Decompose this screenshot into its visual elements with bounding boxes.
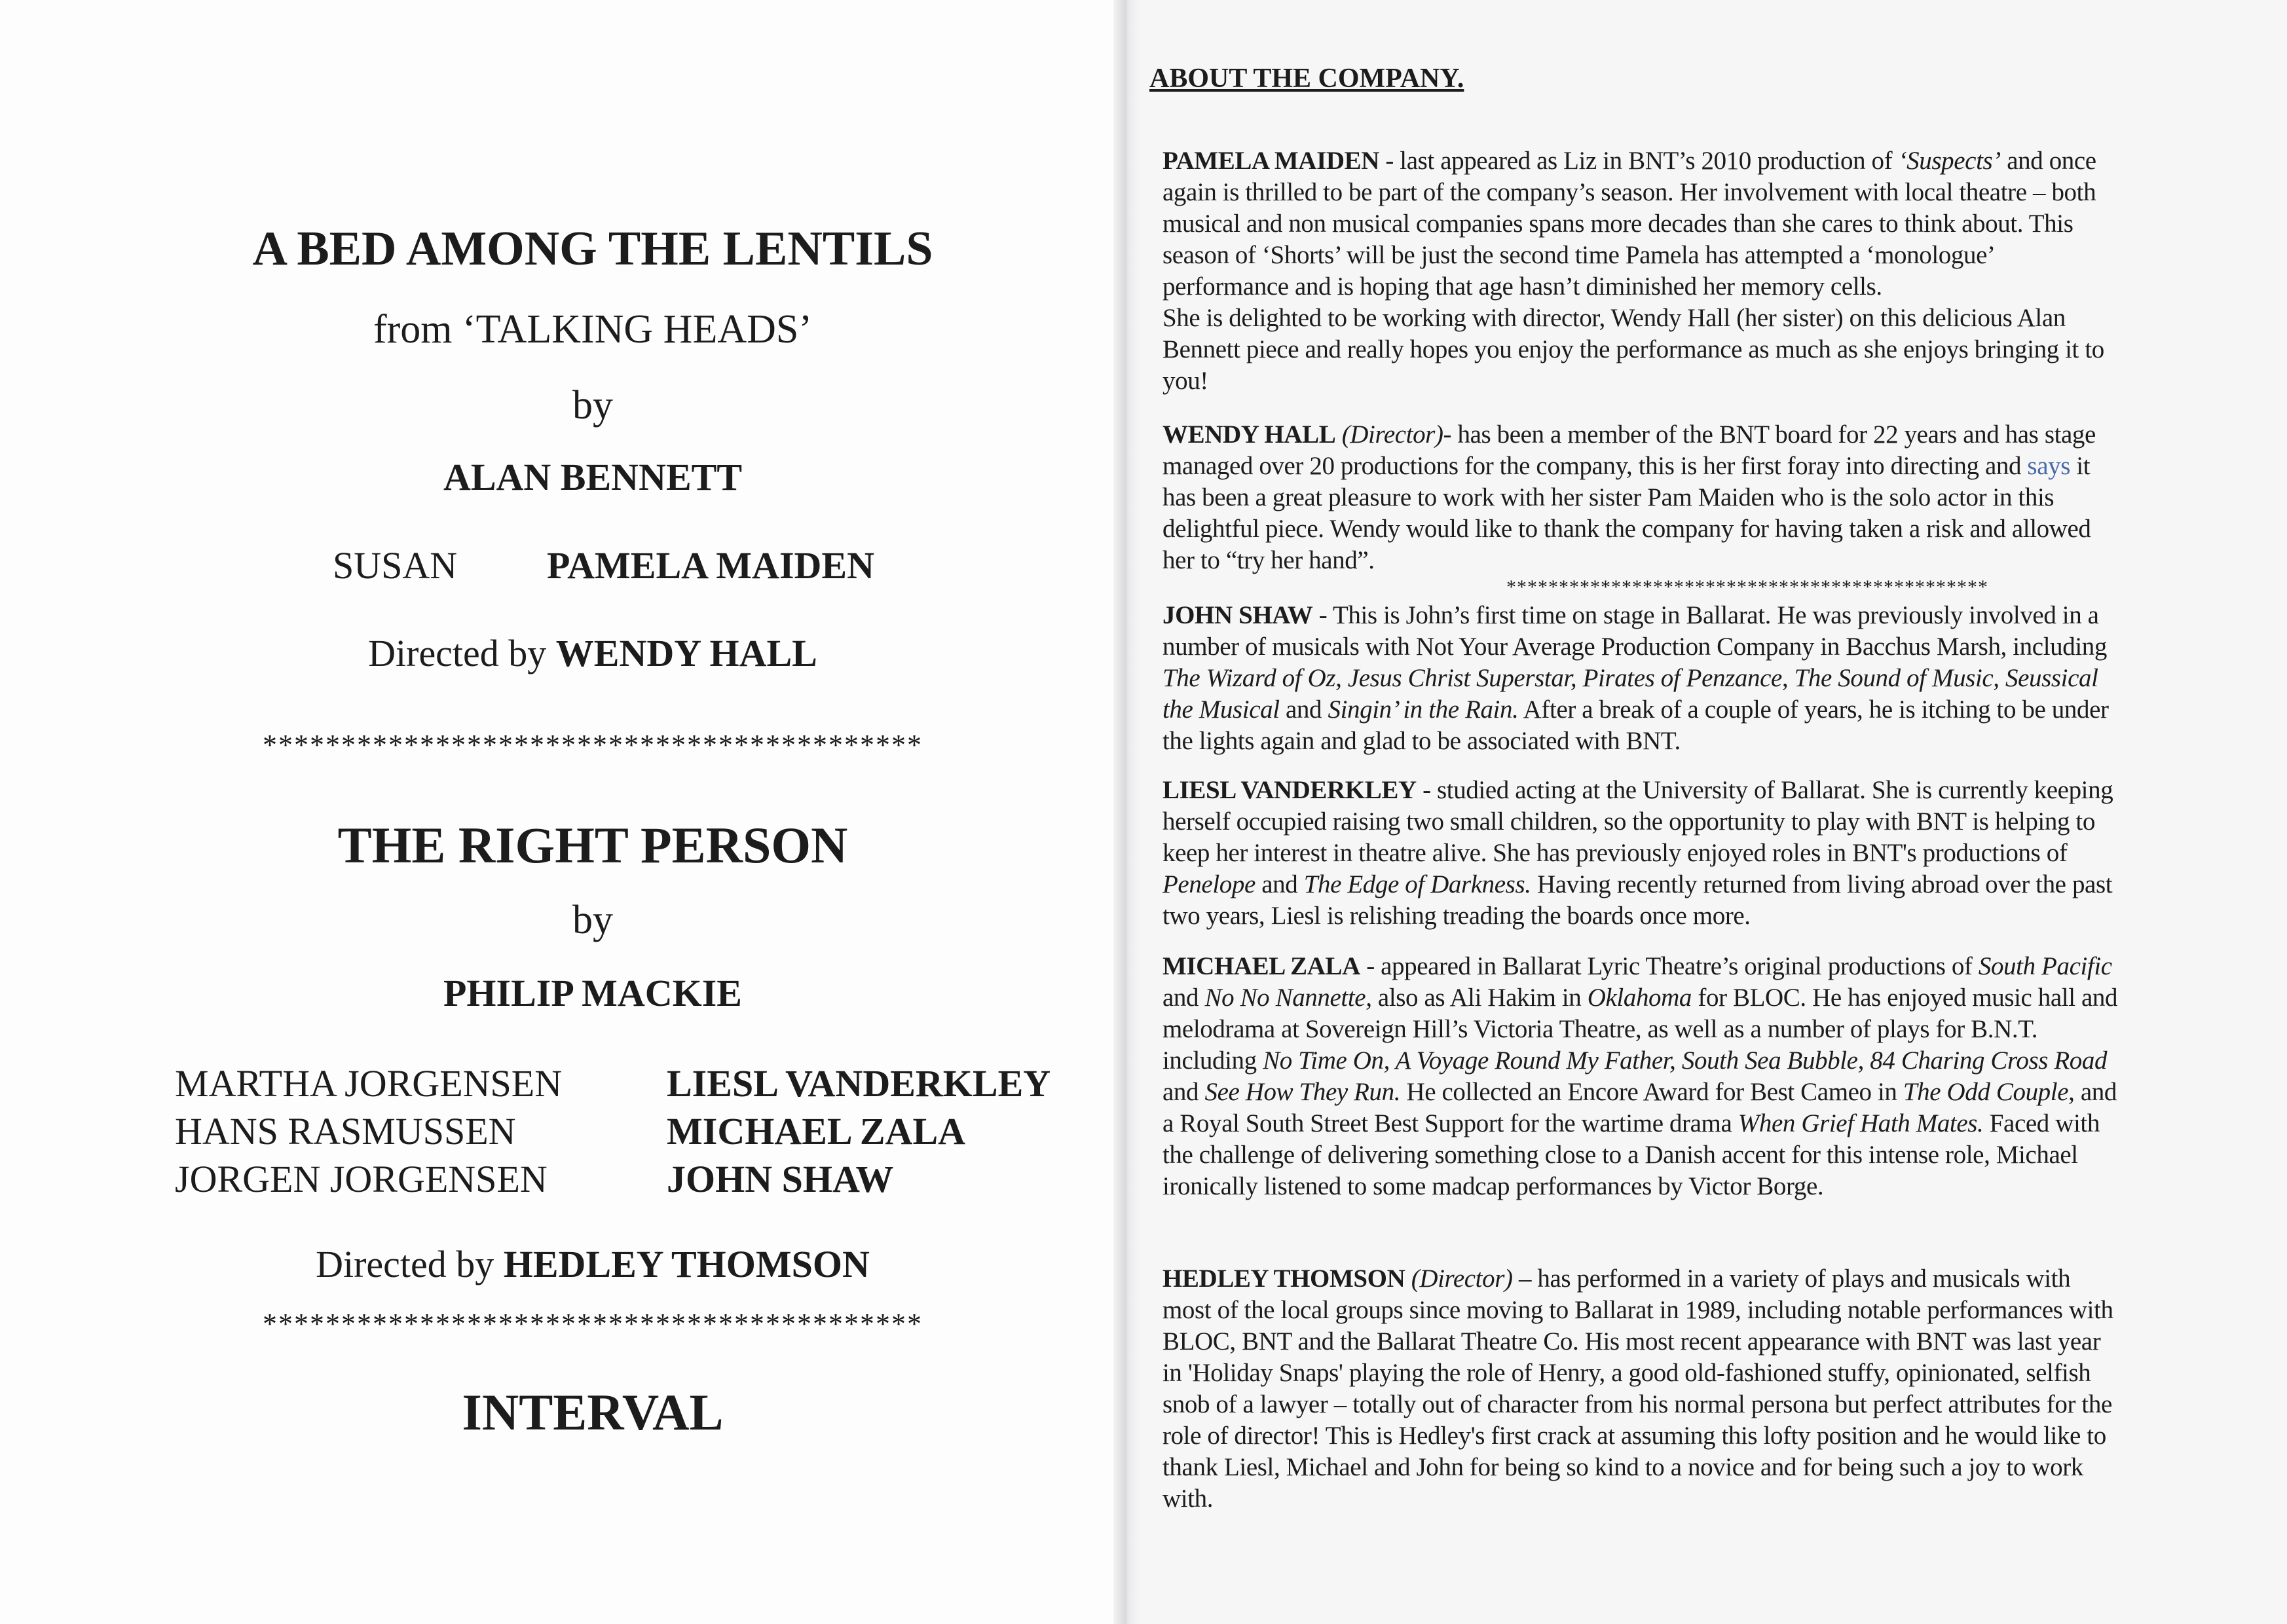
bio-line bbox=[1162, 513, 2223, 545]
star-separator: ********************************************** bbox=[1506, 576, 1988, 598]
italic-text: No Time On, A Voyage Round My Father, South Sea Bubble, 84 Charing Cross Road bbox=[1263, 1046, 2108, 1075]
text-span: BLOC, BNT and the Ballarat Theatre Co. His most recent appearance with BNT was last year bbox=[1162, 1327, 2101, 1356]
text-span: a Royal South Street Best Support for the wartime drama bbox=[1162, 1109, 1738, 1137]
star-separator: ****************************************** bbox=[263, 1308, 923, 1340]
bio-line bbox=[1162, 806, 2223, 838]
text-span: She is delighted to be working with director, Wendy Hall (her sister) on this delicious Alan bbox=[1162, 304, 2066, 332]
text-span: performance and is hoping that age hasn’t diminished her memory cells. bbox=[1162, 272, 1882, 301]
bio-line bbox=[1162, 1326, 2223, 1357]
text-span: has been a great pleasure to work with her sister Pam Maiden who is the solo actor in this bbox=[1162, 483, 2055, 511]
bio-line bbox=[1162, 545, 2223, 576]
play1-director: WENDY HALL bbox=[555, 632, 817, 674]
about-heading: ABOUT THE COMPANY. bbox=[1149, 64, 1464, 94]
text-span: and bbox=[1162, 984, 1205, 1012]
text-span bbox=[1335, 420, 1341, 449]
cast-actors bbox=[667, 1060, 1051, 1203]
bio-line bbox=[1162, 1263, 2223, 1295]
text-span: - has been a member of the BNT board for 22 years and has stage bbox=[1443, 420, 2096, 449]
play1-author: ALAN BENNETT bbox=[443, 456, 743, 498]
bio-line bbox=[1162, 208, 2223, 240]
bio-line bbox=[1162, 600, 2223, 631]
text-span: managed over 20 productions for the company, this is her first foray into directing and bbox=[1162, 452, 2028, 480]
cast-role: HANS RASMUSSEN bbox=[175, 1110, 516, 1153]
italic-text: Penelope bbox=[1162, 870, 1255, 898]
bio-line bbox=[1162, 1295, 2223, 1326]
bio-line bbox=[1162, 694, 2223, 726]
text-span: musical and non musical companies spans more decades than she cares to think about. This bbox=[1162, 210, 2073, 238]
text-span: again is thrilled to be part of the company’s season. Her involvement with local theatre – both bbox=[1162, 178, 2096, 206]
text-span: the lights again and glad to be associated with BNT. bbox=[1162, 727, 1681, 755]
text-span: melodrama at Sovereign Hill’s Victoria Theatre, as well as a number of plays for B.N.T. bbox=[1162, 1015, 2038, 1043]
bio-line bbox=[1162, 982, 2223, 1014]
italic-text: See How They Run. bbox=[1204, 1078, 1401, 1106]
text-span: role of director! This is Hedley's first crack at assuming this lofty position and he would like to bbox=[1162, 1422, 2106, 1450]
text-span: and bbox=[1279, 695, 1328, 724]
text-span: He collected an Encore Award for Best Cameo in bbox=[1400, 1078, 1903, 1106]
interval-heading: INTERVAL bbox=[462, 1384, 724, 1441]
text-span: including bbox=[1162, 1046, 1263, 1075]
bio-line bbox=[1162, 1483, 2223, 1515]
bio-line bbox=[1162, 1077, 2223, 1108]
bio-line bbox=[1162, 1045, 2223, 1077]
text-span: After a break of a couple of years, he is itching to be under bbox=[1518, 695, 2109, 724]
bio-line bbox=[1162, 482, 2223, 513]
text-span: thank Liesl, Michael and John for being so kind to a novice and for being such a joy to work bbox=[1162, 1453, 2083, 1481]
bio-line bbox=[1162, 775, 2223, 806]
play2-title: THE RIGHT PERSON bbox=[337, 817, 848, 874]
text-span bbox=[1405, 1264, 1411, 1293]
play2-director-line bbox=[0, 1242, 1185, 1286]
cast-roles bbox=[175, 1060, 562, 1203]
bio-line bbox=[1162, 869, 2223, 900]
by-label: by bbox=[572, 898, 613, 942]
bio-hedley-thomson bbox=[1162, 1263, 2223, 1515]
text-span: - last appeared as Liz in BNT’s 2010 production of bbox=[1379, 147, 1899, 175]
text-span: it bbox=[2070, 452, 2091, 480]
text-span: and bbox=[1255, 870, 1304, 898]
bio-line bbox=[1162, 726, 2223, 757]
italic-text: ‘Suspects’ bbox=[1898, 147, 2001, 175]
bio-name: MICHAEL ZALA bbox=[1162, 952, 1360, 980]
play1-role: SUSAN bbox=[333, 544, 458, 587]
bio-name: LIESL VANDERKLEY bbox=[1162, 776, 1417, 804]
text-span: the challenge of delivering something close to a Danish accent for this intense role, Michael bbox=[1162, 1141, 2078, 1169]
italic-text: The Edge of Darkness. bbox=[1303, 870, 1531, 898]
bio-line bbox=[1162, 451, 2223, 482]
bio-name: PAMELA MAIDEN bbox=[1162, 147, 1379, 175]
text-span: with. bbox=[1162, 1485, 1214, 1513]
text-span: Bennett piece and really hopes you enjoy the performance as much as she enjoys bringing it to bbox=[1162, 335, 2104, 363]
text-span: says bbox=[2027, 452, 2070, 480]
bio-name: JOHN SHAW bbox=[1162, 601, 1313, 629]
text-span: Faced with bbox=[1983, 1109, 2100, 1137]
text-span: season of ‘Shorts’ will be just the second time Pamela has attempted a ‘monologue’ bbox=[1162, 241, 1996, 269]
bio-wendy-hall bbox=[1162, 419, 2223, 576]
bio-line bbox=[1162, 177, 2223, 208]
italic-text: No No Nannette, bbox=[1204, 984, 1372, 1012]
play1-title: A BED AMONG THE LENTILS bbox=[252, 222, 933, 276]
bio-line bbox=[1162, 663, 2223, 694]
italic-text: (Director) bbox=[1341, 420, 1443, 449]
play2-author: PHILIP MACKIE bbox=[443, 972, 742, 1014]
bio-line bbox=[1162, 631, 2223, 663]
text-span: , and bbox=[2068, 1078, 2117, 1106]
bio-michael-zala bbox=[1162, 951, 2223, 1202]
bio-line bbox=[1162, 838, 2223, 869]
text-span: also as Ali Hakim in bbox=[1371, 984, 1588, 1012]
italic-text: South Pacific bbox=[1978, 952, 2112, 980]
bio-line bbox=[1162, 1357, 2223, 1389]
italic-text: The Wizard of Oz, Jesus Christ Superstar, Pirates of Penzance, The Sound of Music, Seussical bbox=[1162, 664, 2098, 692]
cast-role: JORGEN JORGENSEN bbox=[175, 1158, 548, 1200]
bio-line bbox=[1162, 1452, 2223, 1483]
italic-text: (Director) bbox=[1411, 1264, 1513, 1293]
by-label: by bbox=[572, 383, 613, 428]
text-span: her to “try her hand”. bbox=[1162, 546, 1375, 574]
cast-role: MARTHA JORGENSEN bbox=[175, 1062, 563, 1105]
bio-line bbox=[1162, 334, 2223, 365]
text-span: two years, Liesl is relishing treading the boards once more. bbox=[1162, 902, 1751, 930]
text-span: - appeared in Ballarat Lyric Theatre’s original productions of bbox=[1360, 952, 1979, 980]
text-span: – has performed in a variety of plays and musicals with bbox=[1512, 1264, 2071, 1293]
bio-name: WENDY HALL bbox=[1162, 420, 1336, 449]
text-span: - This is John’s first time on stage in Ballarat. He was previously involved in a bbox=[1312, 601, 2099, 629]
text-span: and once bbox=[2000, 147, 2096, 175]
directed-by-label: Directed by bbox=[316, 1243, 494, 1285]
cast-actor: JOHN SHAW bbox=[667, 1158, 894, 1200]
bio-pamela-maiden bbox=[1162, 145, 2223, 397]
text-span: most of the local groups since moving to Ballarat in 1989, including notable performances with bbox=[1162, 1296, 2113, 1324]
text-span: for BLOC. He has enjoyed music hall and bbox=[1692, 984, 2118, 1012]
text-span: number of musicals with Not Your Average Production Company in Bacchus Marsh, including bbox=[1162, 633, 2107, 661]
text-span: keep her interest in theatre alive. She has previously enjoyed roles in BNT's productions of bbox=[1162, 839, 2068, 867]
text-span: delightful piece. Wendy would like to thank the company for having taken a risk and allowed bbox=[1162, 515, 2091, 543]
play1-director-line bbox=[0, 631, 1185, 675]
bio-liesl-vanderkley bbox=[1162, 775, 2223, 932]
star-separator: ****************************************** bbox=[263, 729, 923, 761]
text-span: snob of a lawyer – totally out of character from his normal persona but perfect attributes for the bbox=[1162, 1390, 2112, 1418]
bio-line bbox=[1162, 951, 2223, 982]
cast-actor: LIESL VANDERKLEY bbox=[667, 1062, 1051, 1105]
italic-text: Singin’ in the Rain. bbox=[1328, 695, 1519, 724]
play1-source: from ‘TALKING HEADS’ bbox=[373, 307, 812, 352]
cast-actor: MICHAEL ZALA bbox=[667, 1110, 966, 1153]
text-span: in 'Holiday Snaps' playing the role of Henry, a good old-fashioned stuffy, opinionated, selfish bbox=[1162, 1359, 2091, 1387]
text-span: and bbox=[1162, 1078, 1205, 1106]
bio-line bbox=[1162, 271, 2223, 303]
text-span: - studied acting at the University of Ballarat. She is currently keeping bbox=[1416, 776, 2113, 804]
bio-line bbox=[1162, 1389, 2223, 1420]
bio-line bbox=[1162, 240, 2223, 271]
text-span: Having recently returned from living abroad over the past bbox=[1531, 870, 2113, 898]
bio-line bbox=[1162, 303, 2223, 334]
bio-line bbox=[1162, 900, 2223, 932]
bio-line bbox=[1162, 365, 2223, 397]
italic-text: The Odd Couple bbox=[1903, 1078, 2069, 1106]
directed-by-label: Directed by bbox=[368, 632, 547, 674]
bio-line bbox=[1162, 1171, 2223, 1202]
bio-line bbox=[1162, 1108, 2223, 1139]
italic-text: Oklahoma bbox=[1587, 984, 1692, 1012]
text-span: herself occupied raising two small children, so the opportunity to play with BNT is helping to bbox=[1162, 807, 2095, 836]
play1-actor: PAMELA MAIDEN bbox=[547, 544, 874, 587]
bio-line bbox=[1162, 1139, 2223, 1171]
italic-text: the Musical bbox=[1162, 695, 1280, 724]
bio-line bbox=[1162, 1014, 2223, 1045]
bio-line bbox=[1162, 1420, 2223, 1452]
bio-line bbox=[1162, 145, 2223, 177]
bio-name: HEDLEY THOMSON bbox=[1162, 1264, 1405, 1293]
bio-line bbox=[1162, 419, 2223, 451]
bio-john-shaw bbox=[1162, 600, 2223, 757]
italic-text: When Grief Hath Mates. bbox=[1738, 1109, 1984, 1137]
text-span: ironically listened to some madcap performances by Victor Borge. bbox=[1162, 1172, 1824, 1200]
play2-director: HEDLEY THOMSON bbox=[503, 1243, 870, 1285]
text-span: you! bbox=[1162, 367, 1208, 395]
